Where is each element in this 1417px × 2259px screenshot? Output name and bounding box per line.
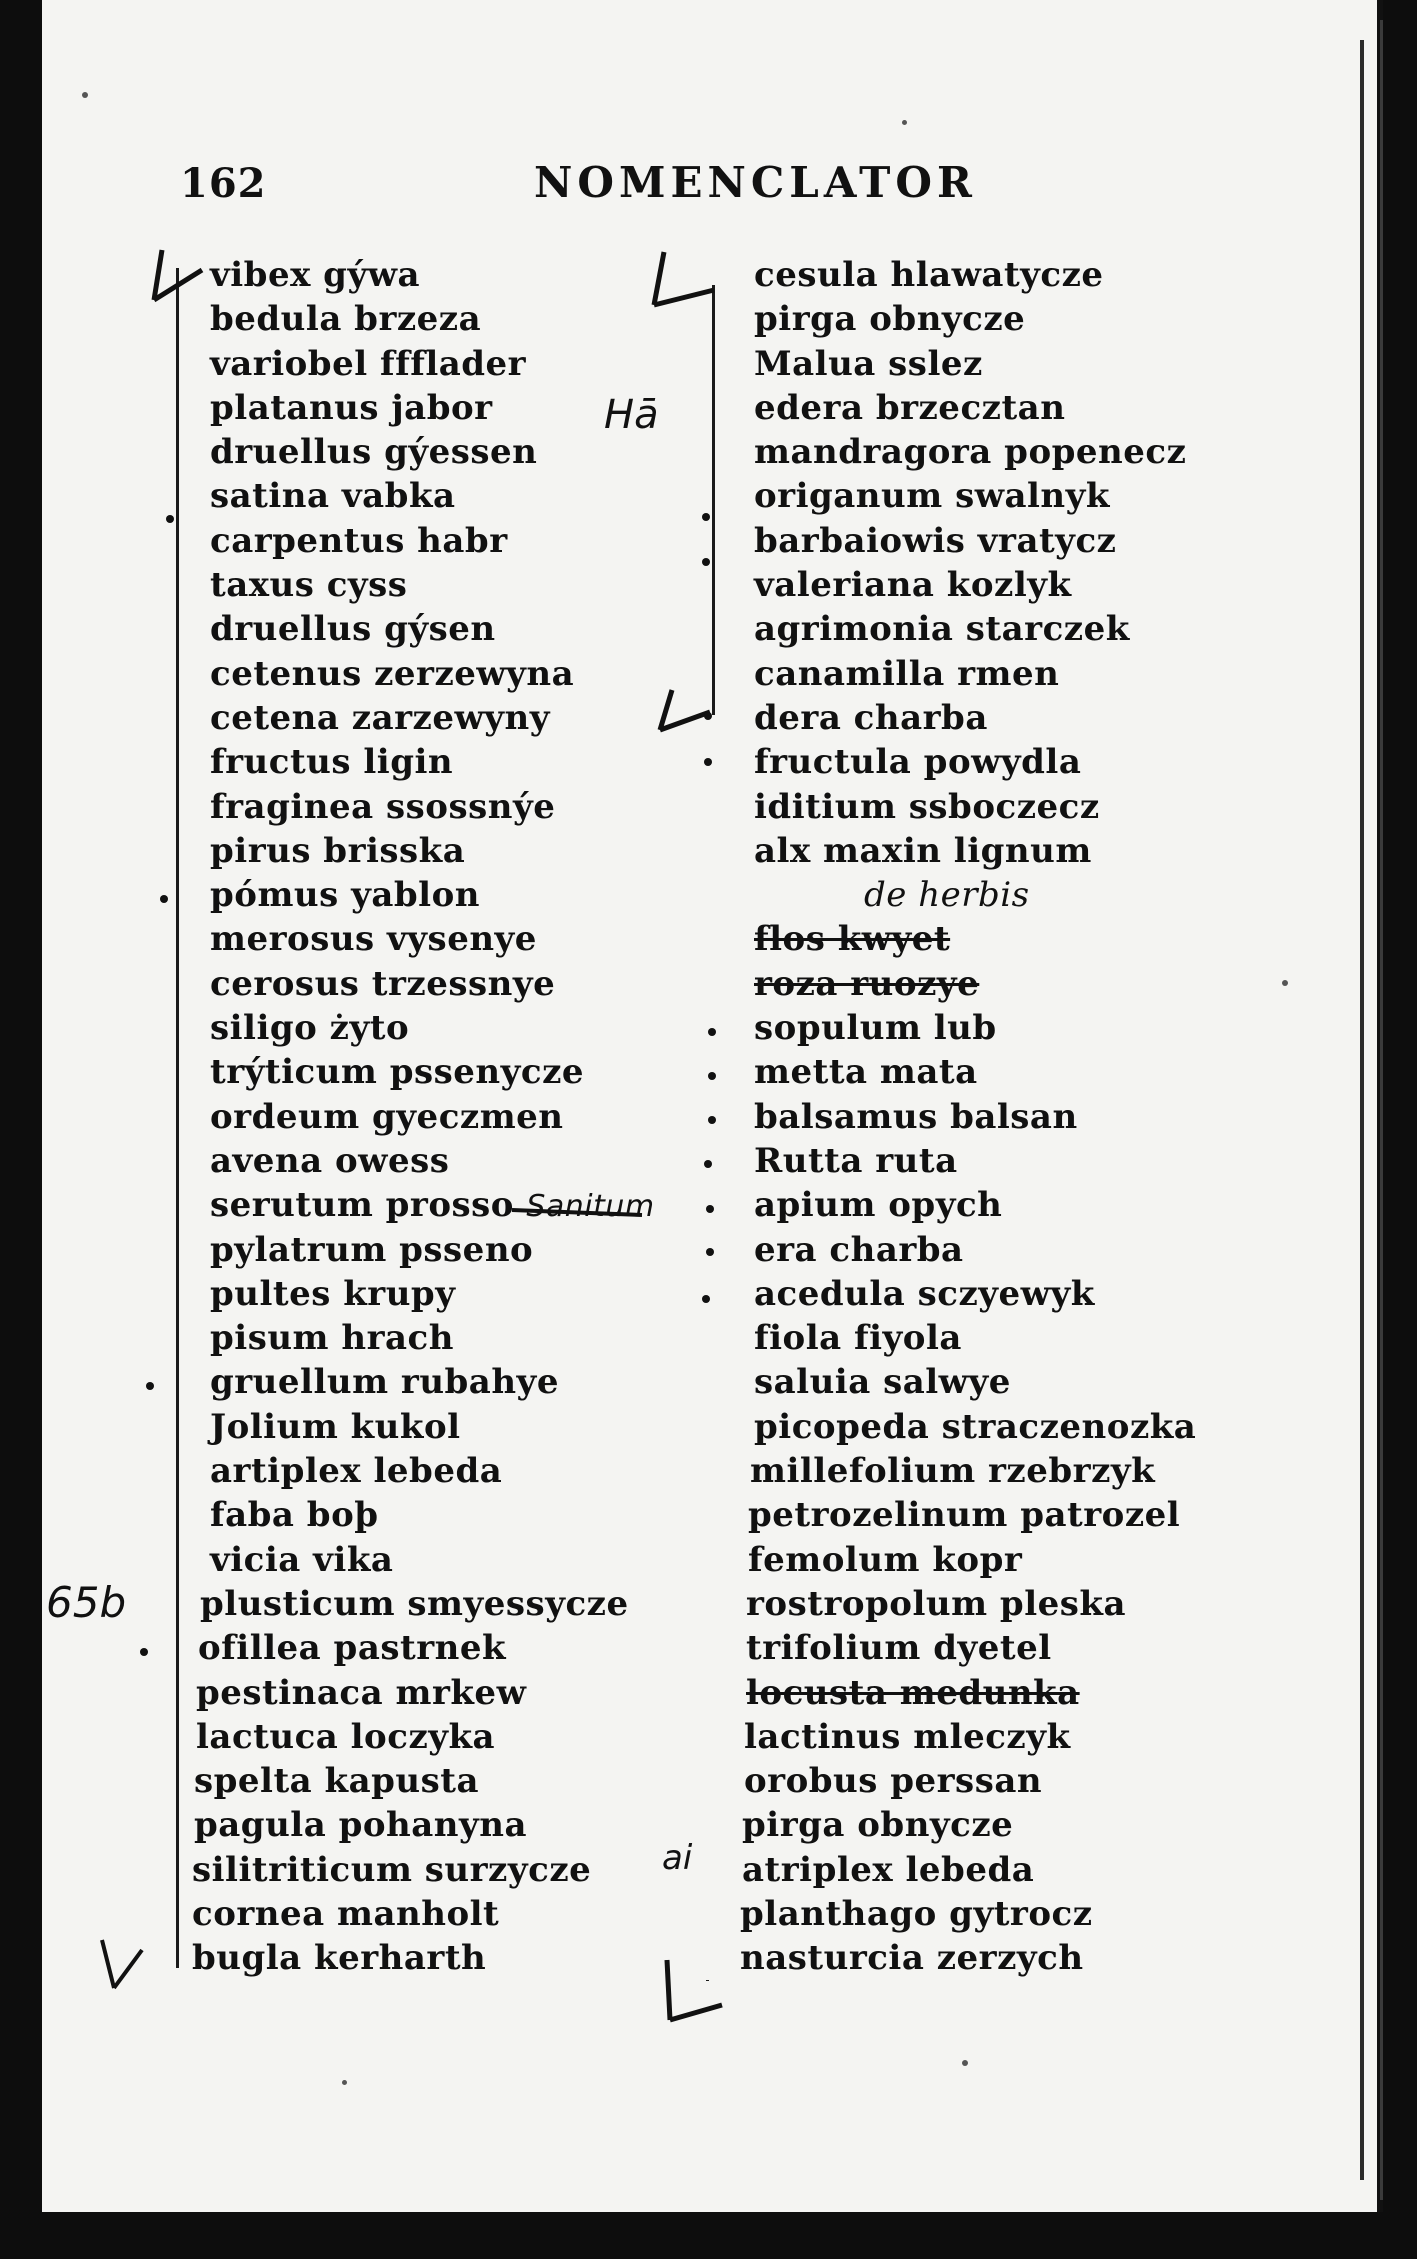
paper-speck: [962, 2060, 968, 2066]
margin-dot: [702, 513, 710, 521]
list-item: lactuca loczyka: [196, 1716, 496, 1757]
list-item: faba boþ: [210, 1495, 379, 1536]
margin-dot: [146, 1382, 154, 1390]
right-word-list: [740, 253, 1334, 1981]
list-item: fraginea ssossnýe: [210, 786, 556, 827]
margin-dot: [704, 1160, 712, 1168]
list-item-with-note: [210, 1183, 770, 1227]
list-item: pultes krupy: [210, 1273, 456, 1314]
list-item: Jolium kukol: [210, 1406, 461, 1447]
list-item: ofillea pastrnek: [198, 1628, 507, 1669]
list-item: pestinaca mrkew: [196, 1672, 527, 1713]
list-item: valeriana kozlyk: [754, 565, 1072, 606]
list-item: pylatrum psseno: [210, 1229, 534, 1270]
margin-dot: [708, 1072, 716, 1080]
list-item: satina vabka: [210, 476, 456, 517]
list-item: artiplex lebeda: [210, 1451, 503, 1492]
list-item: petrozelinum patrozel: [748, 1495, 1181, 1536]
document-page: [42, 0, 1383, 2212]
margin-dot: [140, 1648, 148, 1656]
list-item: variobel ffflader: [210, 343, 527, 384]
list-item: dera charba: [754, 697, 988, 738]
list-item: cerosus trzessnye: [210, 963, 556, 1004]
margin-dot: [708, 1116, 716, 1124]
list-item-struck: flos kwyet: [754, 919, 951, 960]
list-item: cetenus zerzewyna: [210, 653, 575, 694]
list-item: planthago gytrocz: [740, 1893, 1093, 1934]
list-item: trýticum pssenycze: [210, 1052, 585, 1093]
page-edge-rule: [1380, 20, 1383, 2200]
margin-dot: [704, 758, 712, 766]
list-item: agrimonia starczek: [754, 609, 1130, 650]
margin-dot: [702, 1295, 710, 1303]
list-item-struck: roza ruozye: [754, 963, 980, 1004]
list-item: avena owess: [210, 1140, 450, 1181]
list-item: orobus perssan: [744, 1761, 1043, 1802]
list-item: iditium ssboczecz: [754, 786, 1100, 827]
list-item: merosus vysenye: [210, 919, 537, 960]
margin-note-ai: ai: [662, 1838, 693, 1878]
list-item: picopeda straczenozka: [754, 1406, 1197, 1447]
margin-dot: [704, 712, 712, 720]
list-item: druellus gýessen: [210, 432, 538, 473]
section-heading: de herbis: [864, 875, 1030, 916]
paper-speck: [902, 120, 907, 125]
list-item: pirga obnycze: [754, 299, 1026, 340]
list-item: edera brzecztan: [754, 387, 1066, 428]
list-item-struck: locusta medunka: [746, 1672, 1080, 1713]
list-item: cornea manholt: [192, 1893, 500, 1934]
margin-note-ha: Hā: [604, 392, 659, 438]
margin-note-sanitum: Sanitum: [526, 1189, 655, 1225]
list-item: silitriticum surzycze: [192, 1849, 592, 1890]
margin-dot: [166, 515, 174, 523]
list-item: era charba: [754, 1229, 964, 1270]
list-item: vicia vika: [210, 1539, 394, 1580]
list-item: bedula brzeza: [210, 299, 482, 340]
list-item: lactinus mleczyk: [744, 1716, 1071, 1757]
list-item: balsamus balsan: [754, 1096, 1078, 1137]
list-item: siligo żyto: [210, 1008, 410, 1049]
running-head: NOMENCLATOR: [534, 158, 977, 207]
list-item: fructula powydla: [754, 742, 1082, 783]
paper-speck: [342, 2080, 347, 2085]
list-item: mandragora popenecz: [754, 432, 1187, 473]
list-item: nasturcia zerzych: [740, 1938, 1084, 1979]
list-item: femolum kopr: [748, 1539, 1023, 1580]
list-item: fiola fiyola: [754, 1318, 962, 1359]
margin-dot: [706, 1248, 714, 1256]
list-item: alx maxin lignum: [754, 830, 1092, 871]
margin-dot: [706, 1205, 714, 1213]
list-item: Malua sslez: [754, 343, 983, 384]
list-item: metta mata: [754, 1052, 978, 1093]
margin-dot: [160, 895, 168, 903]
entry-text: serutum prosso: [210, 1185, 514, 1226]
list-item: acedula sczyewyk: [754, 1273, 1095, 1314]
list-item: carpentus habr: [210, 520, 508, 561]
list-item: taxus cyss: [210, 565, 408, 606]
list-item: vibex gýwa: [210, 255, 421, 295]
list-item: ordeum gyeczmen: [210, 1096, 564, 1137]
margin-dot: [702, 558, 710, 566]
page-number: 162: [180, 160, 267, 207]
list-item: gruellum rubahye: [210, 1362, 559, 1403]
list-item: barbaiowis vratycz: [754, 520, 1117, 561]
list-item: sopulum lub: [754, 1008, 997, 1049]
list-item: trifolium dyetel: [746, 1628, 1052, 1669]
list-item: saluia salwye: [754, 1362, 1011, 1403]
list-item: pirus brisska: [210, 830, 466, 871]
list-item: pirga obnycze: [742, 1805, 1014, 1846]
paper-speck: [82, 92, 88, 98]
list-item: cesula hlawatycze: [754, 255, 1104, 295]
margin-dot: [708, 1028, 716, 1036]
list-item: spelta kapusta: [194, 1761, 479, 1802]
list-item: Rutta ruta: [754, 1140, 958, 1181]
list-item: rostropolum pleska: [746, 1583, 1126, 1624]
list-item: millefolium rzebrzyk: [750, 1451, 1156, 1492]
list-item: druellus gýsen: [210, 609, 496, 650]
list-item: atriplex lebeda: [742, 1849, 1035, 1890]
list-item: origanum swalnyk: [754, 476, 1110, 517]
list-item: plusticum smyessycze: [200, 1583, 629, 1624]
margin-note-folio: 65b: [46, 1578, 127, 1627]
list-item: bugla kerharth: [192, 1938, 487, 1979]
list-item: pómus yablon: [210, 875, 480, 916]
left-word-list: [192, 253, 770, 1981]
list-item: cetena zarzewyny: [210, 697, 550, 738]
list-item: apium opych: [754, 1185, 1003, 1226]
paper-speck: [1282, 980, 1288, 986]
list-item: pisum hrach: [210, 1318, 454, 1359]
list-item: platanus jabor: [210, 387, 493, 428]
list-item: canamilla rmen: [754, 653, 1060, 694]
list-item: pagula pohanyna: [194, 1805, 528, 1846]
list-item: fructus ligin: [210, 742, 454, 783]
